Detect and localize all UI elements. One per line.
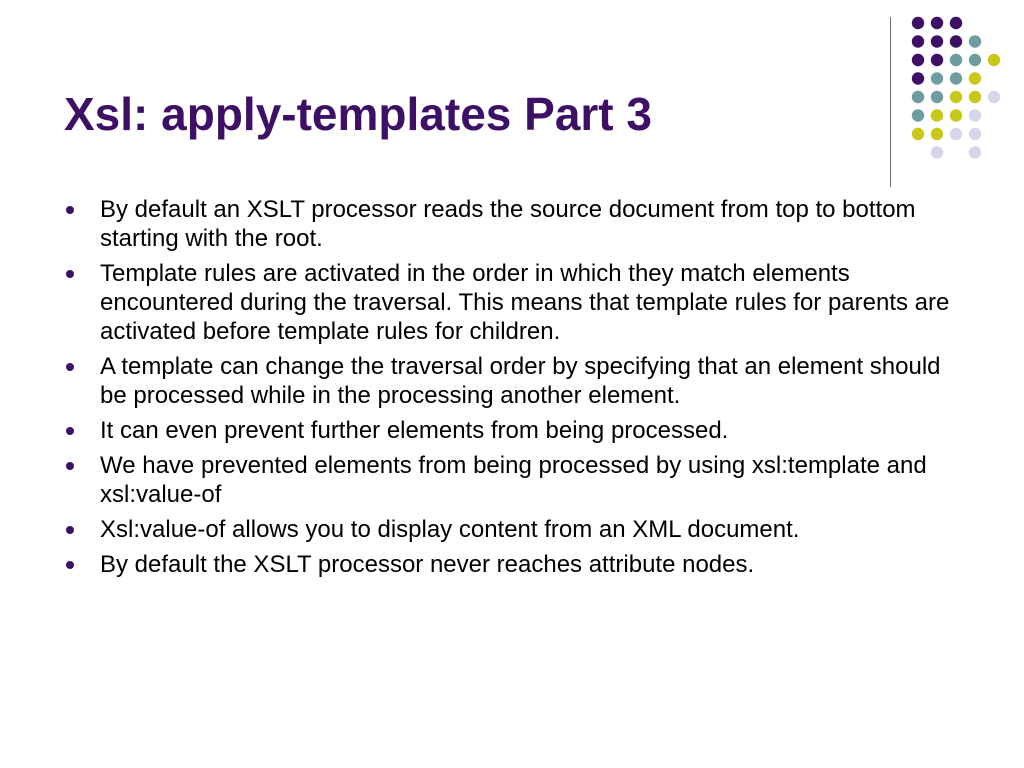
bullet-text: Xsl:value-of allows you to display content from an XML document. [100,516,800,543]
decor-dot-purple [912,35,924,47]
slide-title: Xsl: apply-templates Part 3 [64,88,652,140]
decor-dot-teal [931,72,943,84]
decor-dot-teal [950,72,962,84]
decor-dot-purple [950,35,962,47]
decor-dot-teal [931,91,943,103]
decor-dot-lavender [969,146,981,158]
decor-dot-purple [931,54,943,66]
bullet-dot-icon [66,561,74,569]
bullet-item [66,352,966,410]
decor-dot-purple [931,17,943,29]
decor-dot-purple [931,35,943,47]
bullet-item [66,416,966,445]
bullet-item [66,451,966,509]
bullet-dot-icon [66,363,74,371]
decor-dot-teal [912,109,924,121]
decor-dot-yellow [912,128,924,140]
bullet-text: It can even prevent further elements from being processed. [100,417,729,444]
decor-dot-yellow [969,72,981,84]
bullet-text: We have prevented elements from being processed by using xsl:template and xsl:value-of [100,452,927,508]
bullet-dot-icon [66,206,74,214]
decor-dot-yellow [931,128,943,140]
decor-dot-teal [912,91,924,103]
decor-dot-purple [912,54,924,66]
decor-dot-purple [912,72,924,84]
decor-dot-lavender [950,128,962,140]
decor-dot-lavender [969,109,981,121]
bullet-item [66,515,966,544]
decor-dot-yellow [969,91,981,103]
decor-dot-yellow [950,91,962,103]
bullet-text: A template can change the traversal order by specifying that an element should be processed while in the processing another element. [100,353,941,409]
bullet-dot-icon [66,270,74,278]
decor-dot-lavender [931,146,943,158]
decor-dot-teal [969,35,981,47]
bullet-dot-icon [66,427,74,435]
title-divider-line [890,17,891,187]
decor-dot-lavender [969,128,981,140]
bullet-text: By default an XSLT processor reads the source document from top to bottom starting with the root. [100,196,916,252]
decor-dot-purple [950,17,962,29]
decor-dot-lavender [988,91,1000,103]
decor-dot-purple [912,17,924,29]
bullet-dot-icon [66,462,74,470]
decor-dot-teal [950,54,962,66]
bullet-text: Template rules are activated in the order in which they match elements encountered during the traversal. This means that template rules for parents are activated before template rules for children. [100,260,950,345]
decor-dot-yellow [931,109,943,121]
decor-dot-yellow [988,54,1000,66]
decor-dot-yellow [950,109,962,121]
bullet-dot-icon [66,526,74,534]
decor-dot-teal [969,54,981,66]
bullet-text: By default the XSLT processor never reaches attribute nodes. [100,551,755,578]
bullet-item [66,195,966,253]
bullet-item [66,550,966,579]
bullet-item [66,259,966,346]
bullet-list [66,195,966,585]
